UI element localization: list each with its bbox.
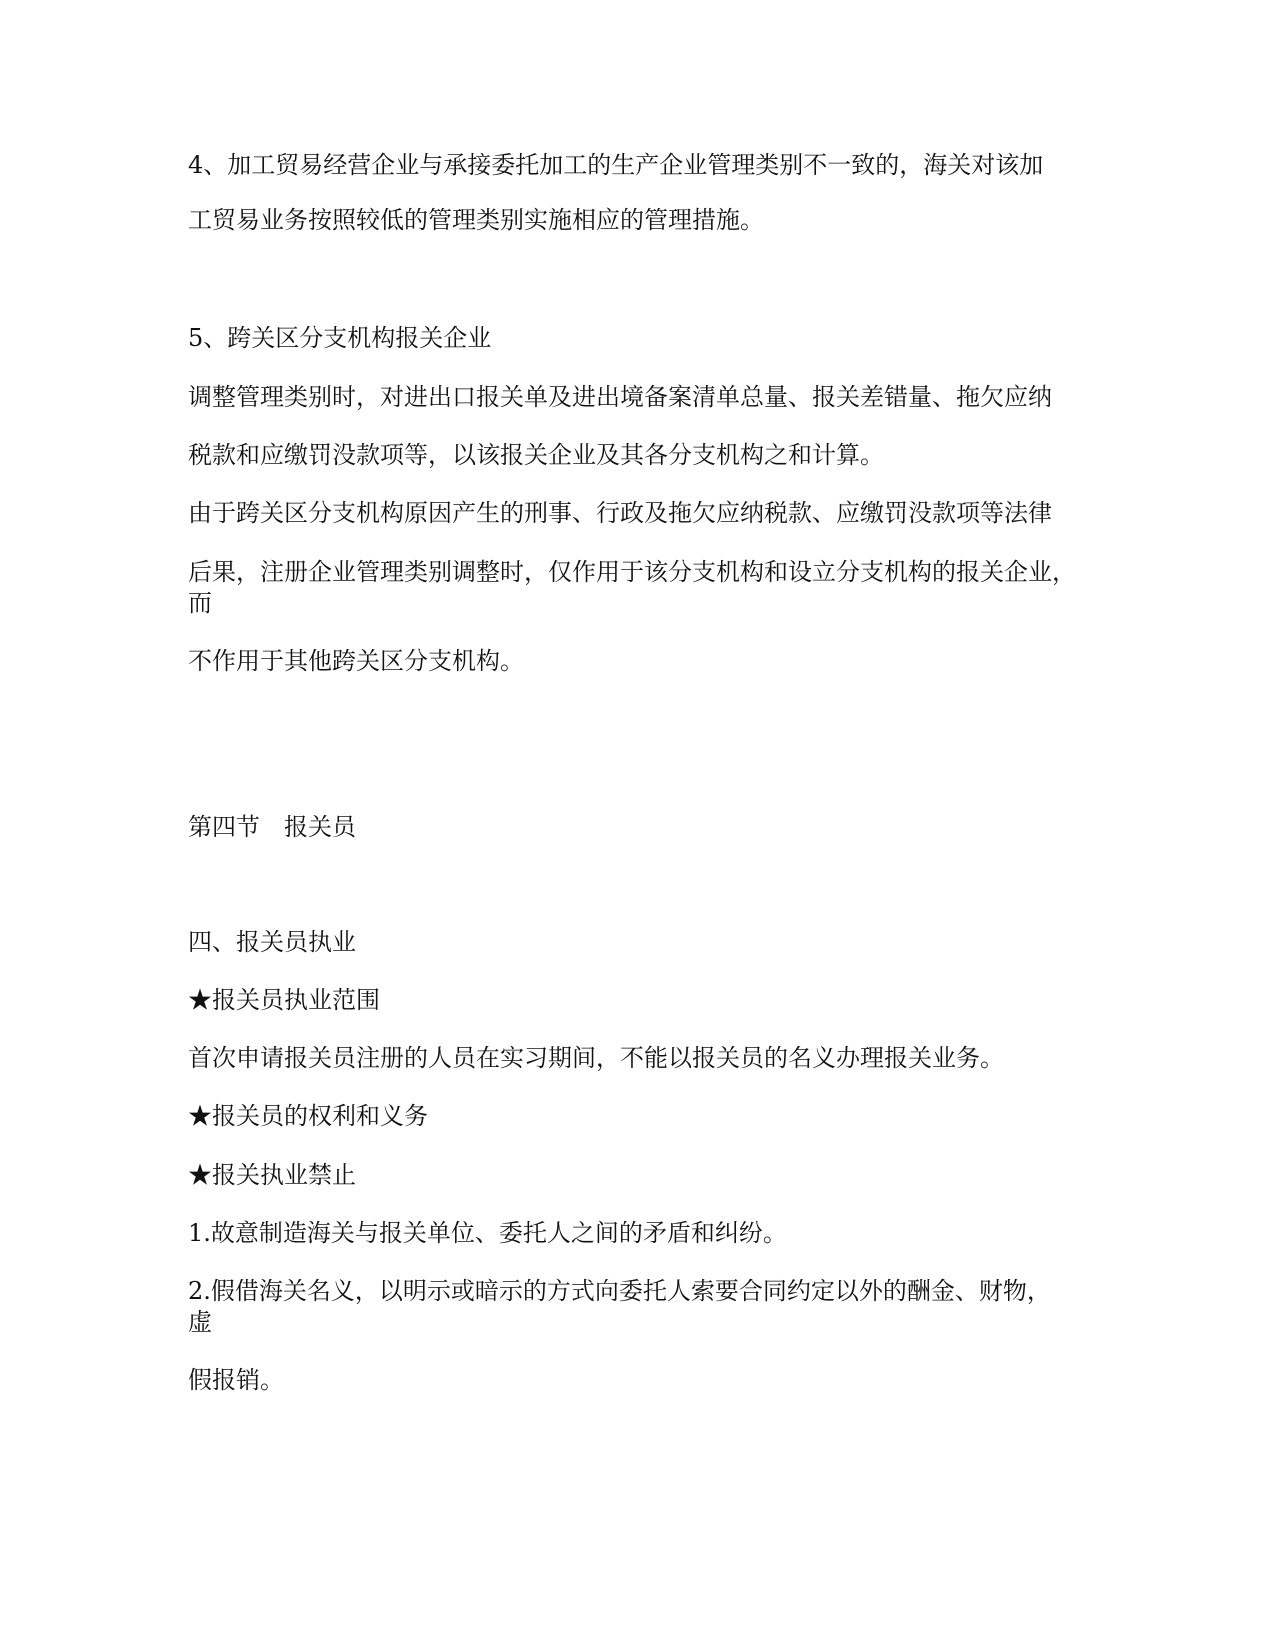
paragraph-processing-trade-4-cont: 工贸易业务按照较低的管理类别实施相应的管理措施。 <box>188 206 764 234</box>
bullet-practice-prohibitions: ★报关执业禁止 <box>188 1161 356 1189</box>
paragraph-branch-consequence-cont: 后果，注册企业管理类别调整时，仅作用于该分支机构和设立分支机构的报关企业， <box>188 558 1076 586</box>
heading-cross-region-branch-5: 5、跨关区分支机构报关企业 <box>188 324 492 352</box>
paragraph-internship-rule: 首次申请报关员注册的人员在实习期间，不能以报关员的名义办理报关业务。 <box>188 1044 1004 1072</box>
paragraph-processing-trade-4: 4、加工贸易经营企业与承接委托加工的生产企业管理类别不一致的，海关对该加 <box>188 151 1044 179</box>
prohibition-item-2-wrap: 虚 <box>188 1308 212 1336</box>
bullet-practice-scope: ★报关员执业范围 <box>188 986 380 1014</box>
paragraph-branch-consequence: 由于跨关区分支机构原因产生的刑事、行政及拖欠应纳税款、应缴罚没款项等法律 <box>188 499 1052 527</box>
prohibition-item-2-end: 假报销。 <box>188 1366 284 1394</box>
section-heading-customs-broker: 第四节 报关员 <box>188 813 356 841</box>
heading-broker-practice: 四、报关员执业 <box>188 928 356 956</box>
paragraph-branch-consequence-wrap: 而 <box>188 589 212 617</box>
paragraph-branch-consequence-end: 不作用于其他跨关区分支机构。 <box>188 647 524 675</box>
paragraph-adjust-category-cont: 税款和应缴罚没款项等，以该报关企业及其各分支机构之和计算。 <box>188 441 884 469</box>
prohibition-item-1: 1.故意制造海关与报关单位、委托人之间的矛盾和纠纷。 <box>188 1219 787 1247</box>
prohibition-item-2: 2.假借海关名义，以明示或暗示的方式向委托人索要合同约定以外的酬金、财物， <box>188 1277 1051 1305</box>
paragraph-adjust-category: 调整管理类别时，对进出口报关单及进出境备案清单总量、报关差错量、拖欠应纳 <box>188 383 1052 411</box>
bullet-rights-duties: ★报关员的权利和义务 <box>188 1102 428 1130</box>
